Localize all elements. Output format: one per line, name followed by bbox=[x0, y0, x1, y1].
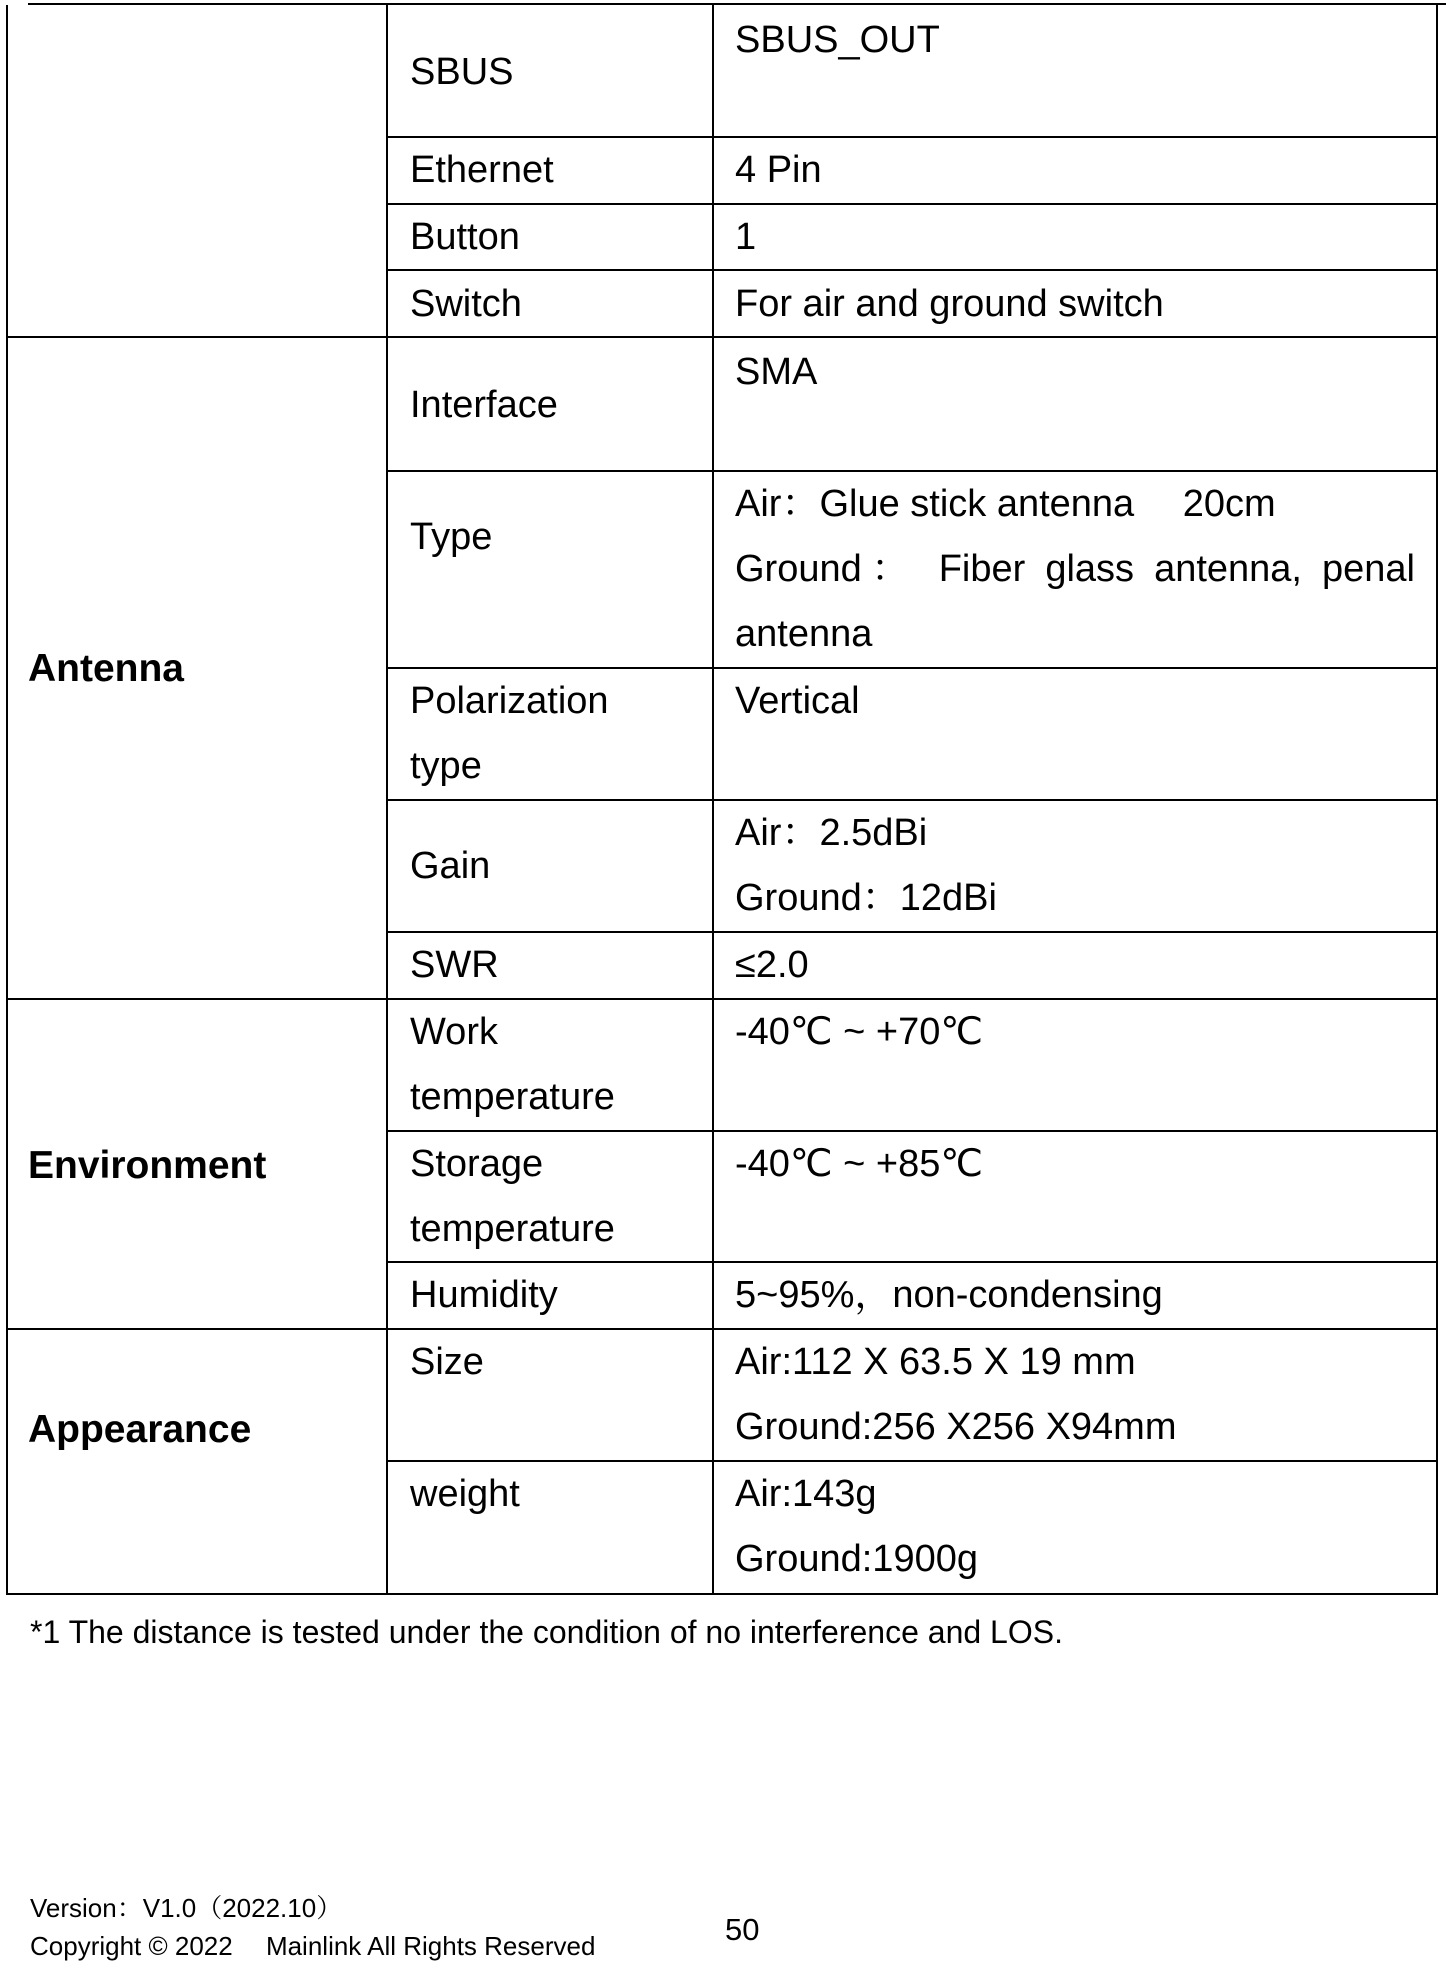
value-gain-line2: Ground：12dBi bbox=[735, 877, 997, 919]
value-gain-line1: Air：2.5dBi bbox=[735, 812, 928, 854]
page-top-rule bbox=[28, 3, 1446, 5]
value-type-line2: Ground： Fiber glass antenna, penal bbox=[735, 548, 1415, 590]
value-interface: SMA bbox=[735, 351, 818, 393]
param-humidity: Humidity bbox=[410, 1274, 558, 1316]
value-button: 1 bbox=[735, 216, 757, 258]
value-type-line1: Air：Glue stick antenna 20cm bbox=[735, 483, 1276, 525]
param-ethernet: Ethernet bbox=[410, 149, 554, 191]
value-swr: ≤2.0 bbox=[735, 944, 809, 986]
param-weight: weight bbox=[410, 1473, 520, 1515]
param-storage-temp-line2: temperature bbox=[410, 1208, 615, 1250]
page-number: 50 bbox=[725, 1912, 760, 1947]
copyright-text: Copyright © 2022 Mainlink All Rights Reserved bbox=[30, 1931, 596, 1961]
param-button: Button bbox=[410, 216, 520, 258]
value-size-line1: Air:112 X 63.5 X 19 mm bbox=[735, 1341, 1136, 1383]
param-polarization-line2: type bbox=[410, 745, 482, 787]
version-text: Version：V1.0（2022.10） bbox=[30, 1893, 343, 1923]
param-swr: SWR bbox=[410, 944, 499, 986]
value-weight-line1: Air:143g bbox=[735, 1473, 877, 1515]
value-sbus: SBUS_OUT bbox=[735, 19, 940, 61]
value-type-line3: antenna bbox=[735, 613, 873, 655]
param-interface: Interface bbox=[410, 384, 558, 426]
param-polarization-line1: Polarization bbox=[410, 680, 609, 722]
param-storage-temp-line1: Storage bbox=[410, 1143, 544, 1185]
param-work-temp-line2: temperature bbox=[410, 1076, 615, 1118]
value-polarization: Vertical bbox=[735, 680, 860, 722]
param-switch: Switch bbox=[410, 283, 522, 325]
category-environment: Environment bbox=[28, 1144, 267, 1187]
value-humidity: 5~95%，non-condensing bbox=[735, 1274, 1163, 1316]
value-ethernet: 4 Pin bbox=[735, 149, 822, 191]
param-sbus: SBUS bbox=[410, 51, 514, 93]
value-storage-temp: -40℃ ~ +85℃ bbox=[735, 1143, 984, 1185]
category-appearance: Appearance bbox=[28, 1408, 252, 1451]
value-size-line2: Ground:256 X256 X94mm bbox=[735, 1406, 1177, 1448]
param-type: Type bbox=[410, 516, 493, 558]
param-work-temp-line1: Work bbox=[410, 1011, 498, 1053]
param-gain: Gain bbox=[410, 845, 491, 887]
category-antenna: Antenna bbox=[28, 647, 184, 690]
value-work-temp: -40℃ ~ +70℃ bbox=[735, 1011, 984, 1053]
param-size: Size bbox=[410, 1341, 484, 1383]
value-switch: For air and ground switch bbox=[735, 283, 1164, 325]
footnote: *1 The distance is tested under the condition of no interference and LOS. bbox=[30, 1614, 1063, 1650]
value-weight-line2: Ground:1900g bbox=[735, 1538, 978, 1580]
